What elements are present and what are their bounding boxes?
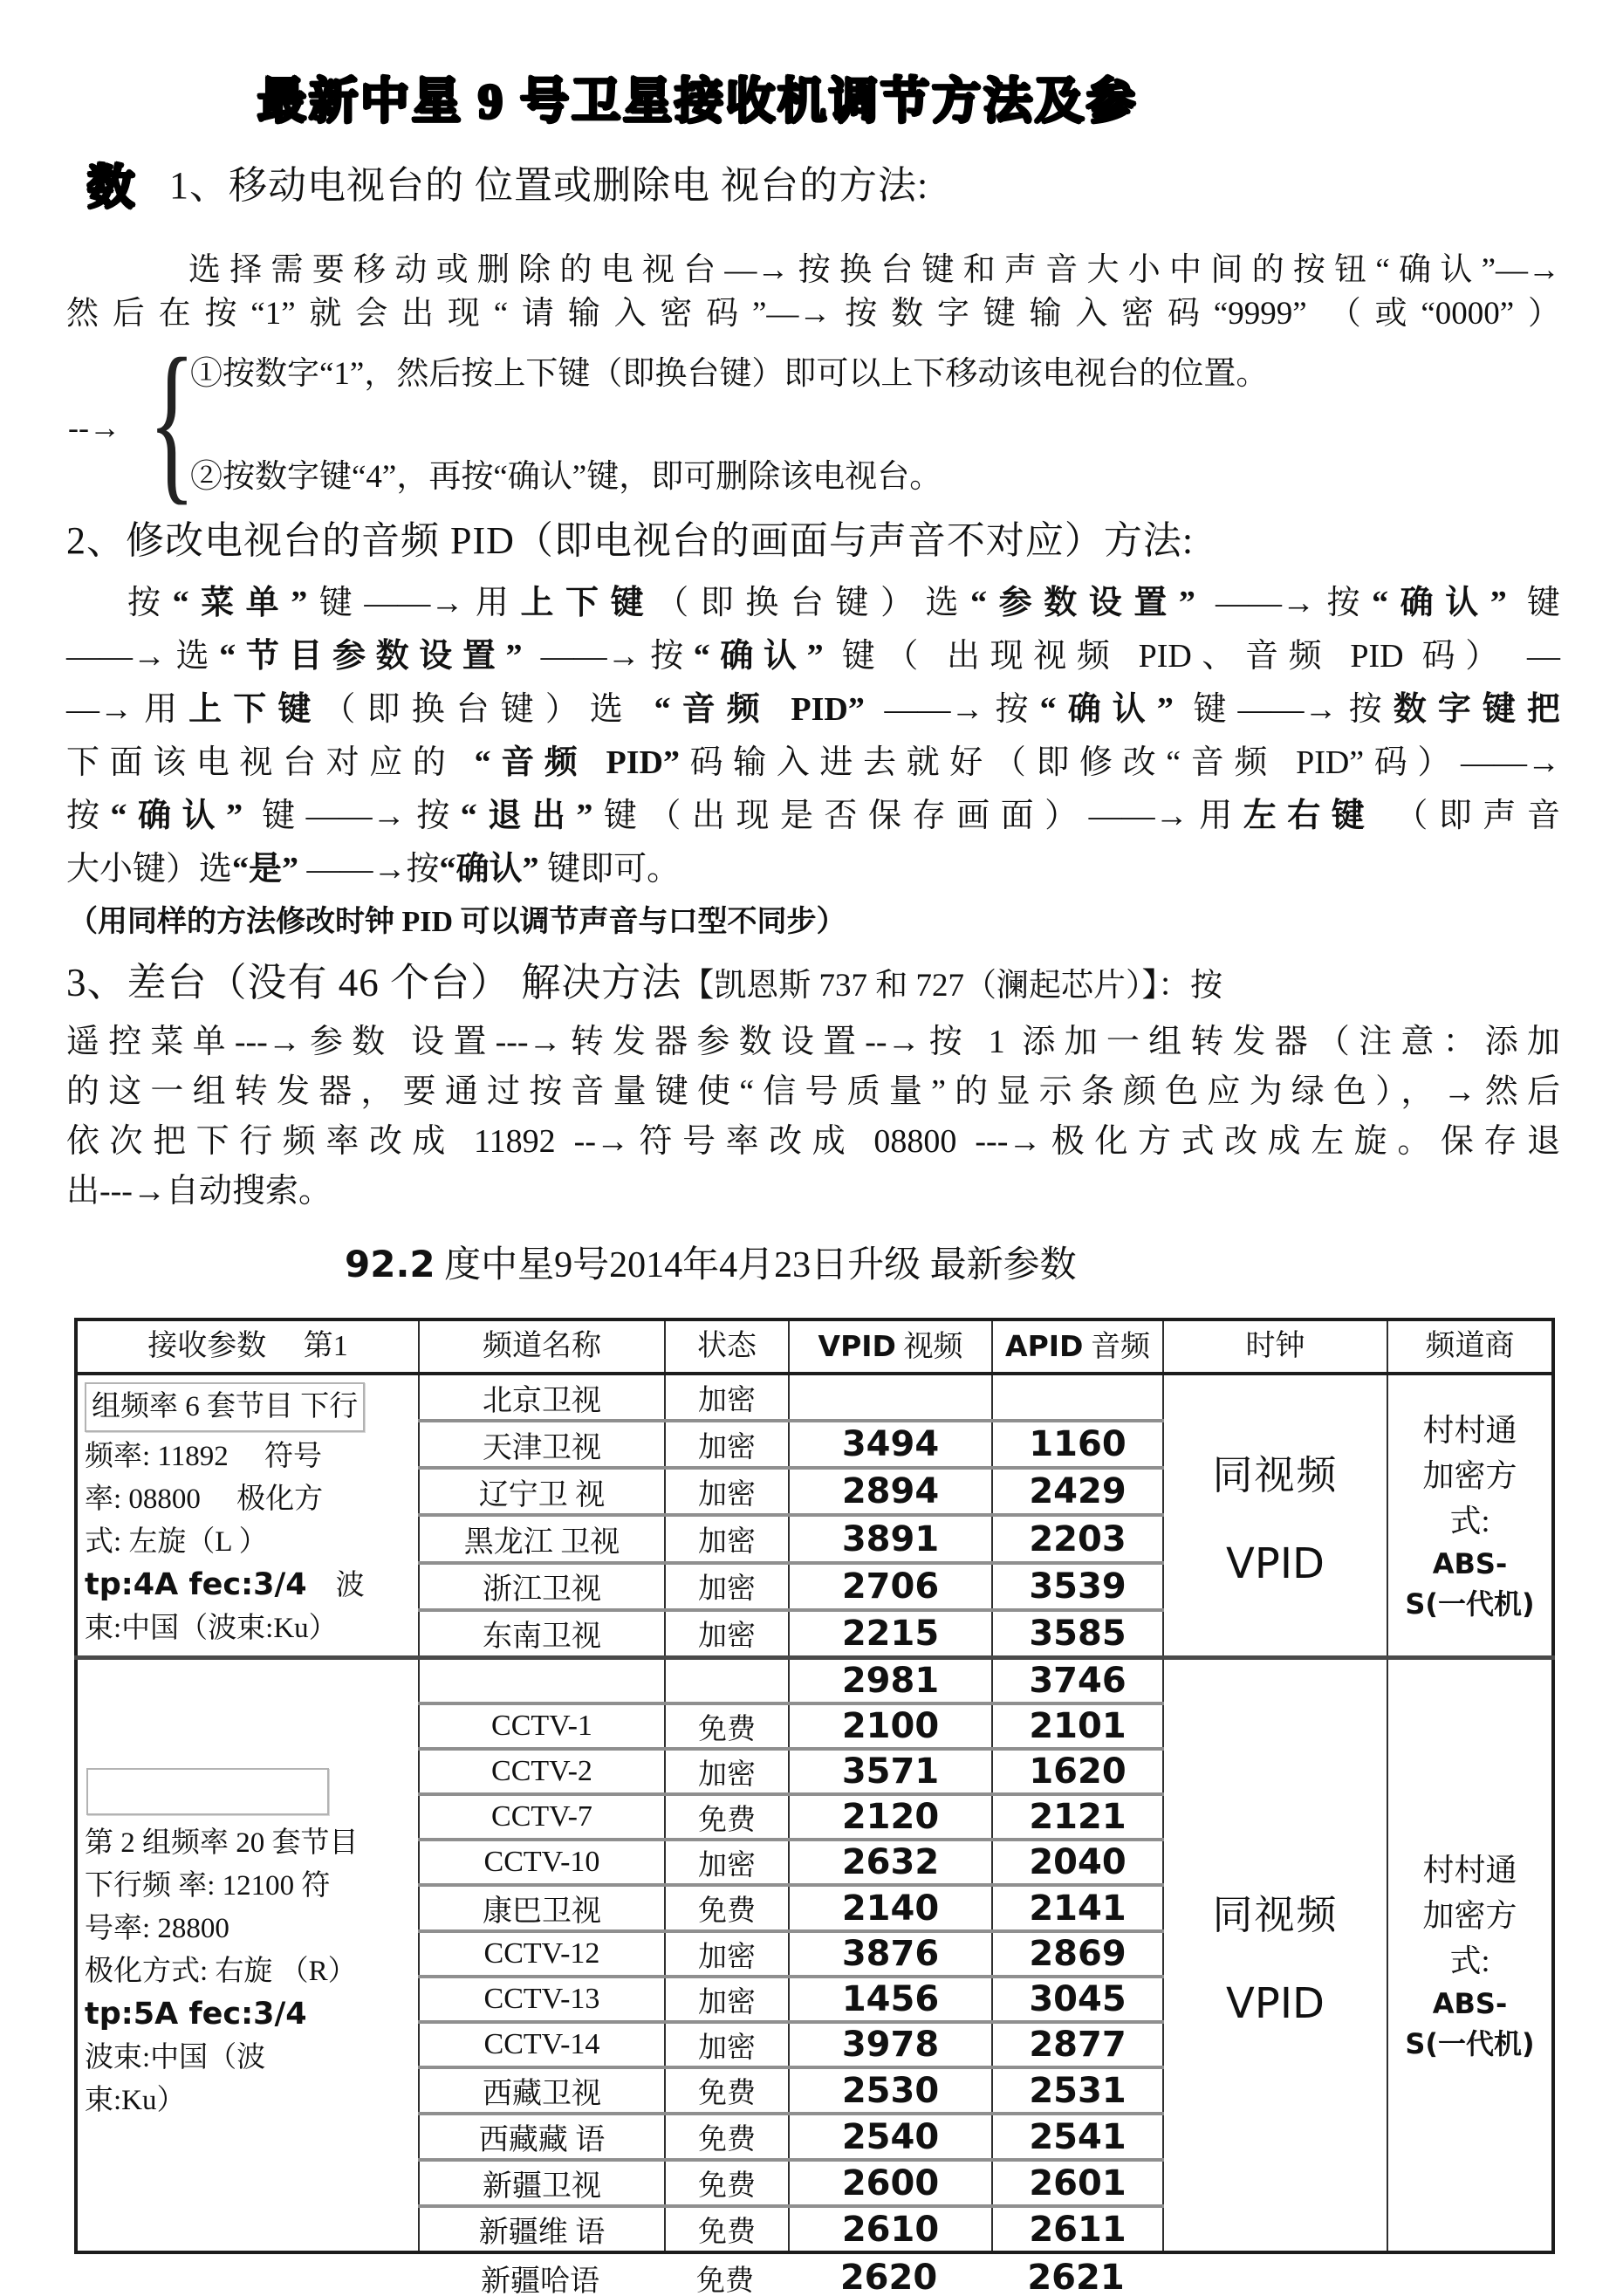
branch-items [190,346,1268,497]
status-cell: 加密 [665,1374,789,1421]
vpid-cell: 2600 [789,2160,992,2206]
text-segment: 按 [66,798,111,834]
document-title: 最新中星 9 号卫星接收机调节方法及参 [257,75,1138,129]
apid-cell: 1620 [992,1749,1163,1794]
apid-cell: 3585 [992,1610,1163,1658]
status-cell: 免费 [665,2160,789,2206]
text-line [66,737,1560,790]
section1-branch-block [68,322,1623,520]
header-vpid: VPID 视频 [789,1319,992,1374]
vpid-cell: 2706 [789,1563,992,1610]
clock-vpid-text: VPID [1226,1978,1325,2028]
text-segment: 键（ 出现视频 PID、音频 PID 码） — [823,638,1560,675]
text-segment: 束:Ku） [85,2085,186,2116]
section3-heading [66,950,1623,1007]
apid-cell: 2877 [992,2022,1163,2067]
header-row [76,1319,1553,1374]
vpid-cell: 2215 [789,1610,992,1658]
text-segment: 第 2 组频率 20 套节目 [85,1827,359,1859]
section1-paragraph [66,249,1560,336]
channel-name-cell: 浙江卫视 [419,1563,665,1610]
text-segment: “确认” [1039,691,1174,728]
header-channel-name: 频道名称 [419,1319,665,1374]
param-cell [76,1374,419,1658]
text-segment: tp:4A fec:3/4 [85,1567,307,1602]
vpid-cell: 3571 [789,1749,992,1794]
vpid-cell: 1456 [789,1977,992,2022]
outside-table-row [74,2254,1551,2296]
text-segment: ——→按 [298,851,440,888]
param-line [85,1822,411,1865]
table-title [345,1236,1623,1288]
header-apid: APID 音频 [992,1319,1163,1374]
text-segment: “确认” [693,638,824,675]
apid-cell: 2869 [992,1931,1163,1977]
text-segment: 极化方式: 右旋 （R） [85,1956,357,1987]
section1-heading: 1、移动电视台的 位置或删除电 视台的方法: [169,164,929,207]
text-segment: 按 [127,585,173,621]
title-overflow-char: 数 [87,161,134,214]
text-segment: （即换台键）选 [322,691,654,728]
vpid-cell: 2610 [789,2206,992,2252]
text-segment: 束:中国（波束:Ku） [85,1613,338,1644]
status-cell: 加密 [665,1610,789,1658]
vpid-cell: 3891 [789,1515,992,1562]
text-segment: “参数设置” [970,585,1195,621]
status-cell: 加密 [665,1421,789,1468]
clock-cell [1163,1658,1387,2253]
provider-cell [1387,1374,1553,1658]
text-segment: 下面该电视台对应的 [66,744,475,781]
text-line [66,577,1560,630]
channel-name-cell: CCTV-1 [419,1703,665,1749]
apid-cell: 3539 [992,1563,1163,1610]
clock-text: 同视频 [1212,1892,1339,1937]
apid-cell: 2531 [992,2067,1163,2114]
text-segment: （即换台键）选 [655,585,971,621]
text-segment: ——→选 [66,638,220,675]
status-cell: 加密 [665,1931,789,1977]
text-line: 的这一组转发器，要通过按音量键使“信号质量”的显示条颜色应为绿色），→然后 [66,1073,1560,1110]
param-line [85,2037,411,2080]
provider-cell [1387,1658,1553,2253]
param-line [85,1993,411,2037]
text-segment: “确认” [439,851,539,888]
text-line: 依次把下行频率改成 11892 --→符号率改成 08800 ---→极化方式改成左旋。保存退 [66,1123,1560,1160]
param-line [85,1607,411,1650]
status-cell: 加密 [665,1749,789,1794]
brace-glyph: { [147,322,196,520]
channel-name-cell: CCTV-7 [419,1794,665,1840]
param-cell [76,1658,419,2253]
status-cell: 免费 [665,2067,789,2114]
vpid-cell [789,1374,992,1421]
vpid-cell: 3876 [789,1931,992,1977]
provider-line: ABS-S(一代机) [1405,1546,1535,1621]
channel-name-cell: 西藏卫视 [419,2067,665,2114]
vpid-cell: 2100 [789,1703,992,1749]
apid-cell [992,1374,1163,1421]
provider-line: 加密方式: [1422,1897,1517,1978]
channel-name-cell: CCTV-14 [419,2022,665,2067]
apid-cell: 2541 [992,2114,1163,2160]
channel-name-cell: CCTV-2 [419,1749,665,1794]
channel-name-cell: 西藏藏 语 [419,2114,665,2160]
status-cell: 免费 [665,2206,789,2252]
section3-heading-sub: 【凯恩斯 737 和 727（澜起芯片）】：按 [681,968,1223,1004]
section3-paragraph [66,1018,1560,1217]
header-status: 状态 [665,1319,789,1374]
text-segment: ——→按 [864,691,1040,728]
param-line [85,1865,411,1908]
text-line: 然后在按“1”就会出现“请输入密码”—→按数字键输入密码“9999” （或“0000”） [66,296,1560,332]
text-segment: 上下键 [520,585,656,621]
provider-line: 村村通 [1422,1412,1517,1448]
status-cell: 加密 [665,1977,789,2022]
text-segment: “退出” [460,798,593,834]
param-line [85,1564,411,1607]
status-cell: 免费 [696,2265,754,2296]
text-segment: 波束:中国（波 [85,2042,266,2073]
vpid-cell: 2894 [789,1468,992,1515]
text-line: 选择需要移动或删除的电视台—→按换台键和声音大小中间的按钮“确认”—→ [188,252,1560,288]
apid-cell: 2141 [992,1885,1163,1931]
apid-cell: 2429 [992,1468,1163,1515]
header-receive-params: 接收参数 第1 [76,1319,419,1374]
channel-name-cell: CCTV-10 [419,1840,665,1885]
table-body [76,1374,1553,2252]
text-segment: tp:5A fec:3/4 [85,1997,307,2032]
apid-cell: 1160 [992,1421,1163,1468]
param-line [85,1521,411,1564]
clock-text: 同视频 [1212,1452,1339,1498]
text-segment: “音频 PID” [474,744,680,781]
section2-note: （用同样的方法修改时钟 PID 可以调节声音与口型不同步） [68,906,846,938]
text-segment: 键（出现是否保存画面）——→用 [592,798,1243,834]
table-header [76,1319,1553,1374]
status-cell: 加密 [665,1515,789,1562]
channel-name-cell: 新疆哈语 [481,2265,599,2296]
text-segment: 左右键 [1243,798,1376,834]
apid-cell: 3045 [992,1977,1163,2022]
param-line [85,2080,411,2122]
vpid-cell: 2981 [789,1658,992,1704]
header-clock: 时钟 [1163,1319,1387,1374]
status-cell: 加密 [665,1563,789,1610]
text-segment: 键——→用 [307,585,521,621]
status-cell: 免费 [665,1885,789,1931]
apid-cell: 2101 [992,1703,1163,1749]
text-line [66,630,1560,683]
status-cell: 加密 [665,1840,789,1885]
provider-line: 村村通 [1422,1852,1517,1888]
channel-name-cell: 新疆卫视 [419,2160,665,2206]
text-segment: 键即可。 [538,851,681,888]
status-cell: 加密 [665,2022,789,2067]
text-segment: 频率: 11892 符号 [85,1441,322,1472]
text-segment: 键 [1506,585,1560,621]
text-line: 遥控菜单---→参数 设置---→转发器参数设置--→按 1 添加一组转发器（注意：添加 [66,1024,1560,1060]
text-segment: ——→按 [522,638,694,675]
text-segment: 率: 08800 极化方 [85,1484,324,1515]
apid-cell: 2121 [992,1794,1163,1840]
text-segment: “确认” [1372,585,1507,621]
text-segment: “节目参数设置” [219,638,523,675]
table-row [76,1658,1553,1704]
text-segment: “菜单” [172,585,308,621]
apid-cell: 2621 [1027,2258,1125,2296]
param-note-box: 组频率 6 套节目 下行 [85,1382,365,1432]
text-segment: “是” [232,851,299,888]
text-segment: 号率: 28800 [85,1913,229,1944]
text-line [66,843,1560,896]
text-segment: 码输入进去就好（即修改“音频 PID”码）——→ [679,744,1560,781]
branch-item-2: ②按数字键“4”，再按“确认”键，即可删除该电视台。 [190,459,942,495]
empty-box [86,1768,329,1815]
apid-cell: 2040 [992,1840,1163,1885]
vpid-cell: 2632 [789,1840,992,1885]
param-line [85,1436,411,1478]
apid-cell: 3746 [992,1658,1163,1704]
text-segment: “音频 PID” [654,691,865,728]
vpid-cell: 2620 [839,2258,938,2296]
parameters-table [74,1318,1555,2254]
vpid-cell: 2540 [789,2114,992,2160]
section3-heading-main: 3、差台（没有 46 个台） 解决方法 [66,961,682,1004]
channel-name-cell: 新疆维 语 [419,2206,665,2252]
clock-cell [1163,1374,1387,1658]
section2-paragraph [66,577,1560,896]
branch-arrow: --→ [68,410,120,445]
channel-name-cell [419,1658,665,1704]
vpid-cell: 2530 [789,2067,992,2114]
vpid-cell: 2120 [789,1794,992,1840]
apid-cell: 2601 [992,2160,1163,2206]
param-line [85,1950,411,1993]
apid-cell: 2203 [992,1515,1163,1562]
channel-name-cell: 北京卫视 [419,1374,665,1421]
text-segment: （即声音 [1375,798,1560,834]
status-cell: 免费 [665,1794,789,1840]
text-segment: 下行频 率: 12100 符 [85,1870,331,1902]
clock-vpid-text: VPID [1226,1539,1325,1588]
status-cell: 免费 [665,1703,789,1749]
text-segment: 键——→按 [1173,691,1394,728]
text-line [66,790,1560,843]
header-provider: 频道商 [1387,1319,1553,1374]
channel-name-cell: 辽宁卫 视 [419,1468,665,1515]
branch-item-1: ①按数字“1”，然后按上下键（即换台键）即可以上下移动该电视台的位置。 [190,356,1269,392]
provider-line: ABS-S(一代机) [1405,1986,1535,2060]
vpid-cell: 3494 [789,1421,992,1468]
table-row [76,1374,1553,1421]
text-line: 出---→自动搜索。 [66,1173,332,1210]
text-segment: 波 [306,1570,365,1601]
param-line [85,1908,411,1950]
section2-heading: 2、修改电视台的音频 PID（即电视台的画面与声音不对应）方法: [66,519,1195,562]
apid-cell: 2611 [992,2206,1163,2252]
vpid-cell: 3978 [789,2022,992,2067]
channel-name-cell: CCTV-13 [419,1977,665,2022]
text-segment: “确认” [110,798,243,834]
channel-name-cell: 黑龙江 卫视 [419,1515,665,1562]
text-segment: 数字键把 [1393,691,1560,728]
text-line [66,683,1560,737]
table-title-degrees: 92.2 [345,1243,435,1285]
status-cell: 免费 [665,2114,789,2160]
text-segment: —→用 [66,691,189,728]
text-segment: 大小键）选 [66,851,233,888]
status-cell [665,1658,789,1704]
text-segment: 式: 左旋（L ） [85,1526,268,1558]
status-cell: 加密 [665,1468,789,1515]
channel-name-cell: 东南卫视 [419,1610,665,1658]
text-segment: ——→按 [1195,585,1373,621]
text-segment: 键——→按 [243,798,461,834]
title-wrap-row [87,150,1623,217]
table-title-rest: 度中星9号2014年4月23日升级 最新参数 [435,1245,1077,1285]
channel-name-cell: 康巴卫视 [419,1885,665,1931]
provider-line: 加密方式: [1422,1457,1517,1539]
text-segment: 上下键 [188,691,323,728]
channel-name-cell: CCTV-12 [419,1931,665,1977]
param-line [85,1478,411,1521]
vpid-cell: 2140 [789,1885,992,1931]
channel-name-cell: 天津卫视 [419,1421,665,1468]
